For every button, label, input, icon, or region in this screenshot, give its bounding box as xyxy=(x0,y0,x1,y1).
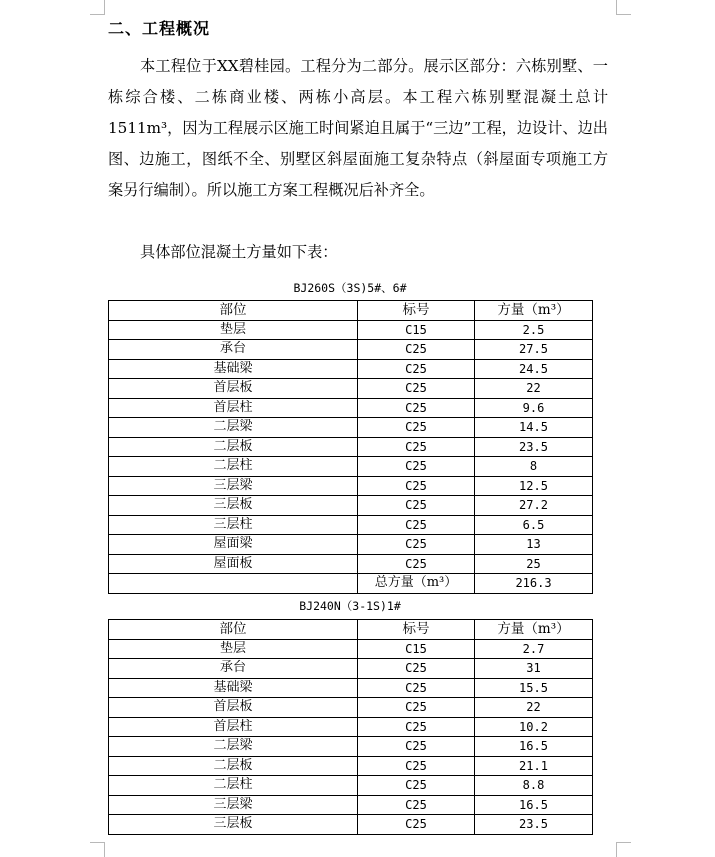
cell-volume: 27.2 xyxy=(475,496,593,516)
table-header-row xyxy=(109,301,593,321)
cell-part: 首层板 xyxy=(109,379,358,399)
cell-grade: C25 xyxy=(358,776,475,796)
table-caption: BJ260S（3S)5#、6# xyxy=(293,281,407,295)
cell-volume: 27.5 xyxy=(475,340,593,360)
cell-grade: C25 xyxy=(358,340,475,360)
cell-grade: C25 xyxy=(358,379,475,399)
table-row xyxy=(109,320,593,340)
cell-volume: 9.6 xyxy=(475,398,593,418)
table-row xyxy=(109,554,593,574)
header-volume: 方量（m³） xyxy=(475,301,593,321)
page-corner-mark xyxy=(616,0,631,15)
cell-volume: 24.5 xyxy=(475,359,593,379)
table-row xyxy=(109,678,593,698)
overview-paragraph: 本工程位于XX碧桂园。工程分为二部分。展示区部分：六栋别墅、一栋综合楼、二栋商业楼、两栋小高层。本工程六栋别墅混凝土总计 1511m³，因为工程展示区施工时间紧迫且属于“三边”工程，边设计、边出图、边施工，图纸不全、别墅区斜屋面施工复杂特点（斜屋面专项施工方案另行编制）。所以施工方案工程概况后补齐全。 xyxy=(108,57,608,199)
cell-part: 屋面板 xyxy=(109,554,358,574)
cell-volume: 15.5 xyxy=(475,678,593,698)
table-row xyxy=(109,437,593,457)
concrete-volume-table xyxy=(108,300,593,594)
table-row xyxy=(109,815,593,835)
cell-volume: 10.2 xyxy=(475,717,593,737)
cell-grade: C25 xyxy=(358,815,475,835)
cell-grade: C25 xyxy=(358,659,475,679)
cell-grade: C25 xyxy=(358,476,475,496)
cell-grade: C25 xyxy=(358,515,475,535)
cell-volume: 8.8 xyxy=(475,776,593,796)
cell-part: 垫层 xyxy=(109,320,358,340)
page-corner-mark xyxy=(90,0,105,15)
cell-part: 首层板 xyxy=(109,698,358,718)
cell-grade: C25 xyxy=(358,554,475,574)
cell-grade: C25 xyxy=(358,457,475,477)
total-value: 216.3 xyxy=(475,574,593,594)
table-row xyxy=(109,457,593,477)
cell-part: 三层板 xyxy=(109,496,358,516)
header-grade: 标号 xyxy=(358,620,475,640)
table-row xyxy=(109,515,593,535)
cell-grade: C15 xyxy=(358,639,475,659)
cell-volume: 25 xyxy=(475,554,593,574)
cell-grade: C15 xyxy=(358,320,475,340)
table-row xyxy=(109,476,593,496)
cell-grade: C25 xyxy=(358,535,475,555)
cell-part: 承台 xyxy=(109,340,358,360)
table-row xyxy=(109,535,593,555)
cell-volume: 16.5 xyxy=(475,795,593,815)
cell-volume: 21.1 xyxy=(475,756,593,776)
header-part: 部位 xyxy=(109,620,358,640)
cell-grade: C25 xyxy=(358,698,475,718)
cell-part: 二层板 xyxy=(109,756,358,776)
cell-part: 三层梁 xyxy=(109,476,358,496)
cell-grade: C25 xyxy=(358,795,475,815)
table-total-row xyxy=(109,574,593,594)
cell-part: 垫层 xyxy=(109,639,358,659)
table-row xyxy=(109,639,593,659)
cell-grade: C25 xyxy=(358,359,475,379)
total-label: 总方量（m³） xyxy=(358,574,475,594)
cell-grade: C25 xyxy=(358,437,475,457)
cell-volume: 12.5 xyxy=(475,476,593,496)
cell-volume: 13 xyxy=(475,535,593,555)
table-row xyxy=(109,717,593,737)
section-heading: 二、工程概况 xyxy=(108,19,211,38)
cell-part: 首层柱 xyxy=(109,717,358,737)
cell-part: 承台 xyxy=(109,659,358,679)
cell-volume: 22 xyxy=(475,698,593,718)
cell-part: 二层梁 xyxy=(109,737,358,757)
cell-volume: 8 xyxy=(475,457,593,477)
table-row xyxy=(109,496,593,516)
cell-part: 二层柱 xyxy=(109,776,358,796)
cell-volume: 6.5 xyxy=(475,515,593,535)
table-row xyxy=(109,340,593,360)
cell-volume: 23.5 xyxy=(475,437,593,457)
table-row xyxy=(109,398,593,418)
empty-cell xyxy=(109,574,358,594)
cell-grade: C25 xyxy=(358,418,475,438)
cell-part: 基础梁 xyxy=(109,678,358,698)
cell-grade: C25 xyxy=(358,737,475,757)
table-header-row xyxy=(109,620,593,640)
table-row xyxy=(109,659,593,679)
cell-volume: 16.5 xyxy=(475,737,593,757)
cell-part: 三层梁 xyxy=(109,795,358,815)
concrete-volume-table xyxy=(108,619,593,835)
cell-volume: 2.5 xyxy=(475,320,593,340)
table-row xyxy=(109,379,593,399)
table-row xyxy=(109,756,593,776)
table-row xyxy=(109,698,593,718)
page-corner-mark xyxy=(616,842,631,857)
table-row xyxy=(109,776,593,796)
header-part: 部位 xyxy=(109,301,358,321)
cell-volume: 23.5 xyxy=(475,815,593,835)
table-row xyxy=(109,795,593,815)
table-caption: BJ240N（3-1S)1# xyxy=(299,599,401,613)
cell-volume: 22 xyxy=(475,379,593,399)
cell-grade: C25 xyxy=(358,398,475,418)
cell-volume: 2.7 xyxy=(475,639,593,659)
table-row xyxy=(109,359,593,379)
cell-grade: C25 xyxy=(358,496,475,516)
table-row xyxy=(109,418,593,438)
cell-part: 二层柱 xyxy=(109,457,358,477)
cell-part: 三层板 xyxy=(109,815,358,835)
page-corner-mark xyxy=(90,842,105,857)
cell-part: 首层柱 xyxy=(109,398,358,418)
cell-volume: 31 xyxy=(475,659,593,679)
cell-part: 三层柱 xyxy=(109,515,358,535)
cell-grade: C25 xyxy=(358,756,475,776)
cell-volume: 14.5 xyxy=(475,418,593,438)
cell-part: 二层梁 xyxy=(109,418,358,438)
header-volume: 方量（m³） xyxy=(475,620,593,640)
table-intro-paragraph: 具体部位混凝土方量如下表： xyxy=(140,243,338,261)
cell-part: 二层板 xyxy=(109,437,358,457)
table-row xyxy=(109,737,593,757)
header-grade: 标号 xyxy=(358,301,475,321)
cell-grade: C25 xyxy=(358,717,475,737)
cell-grade: C25 xyxy=(358,678,475,698)
cell-part: 基础梁 xyxy=(109,359,358,379)
cell-part: 屋面梁 xyxy=(109,535,358,555)
